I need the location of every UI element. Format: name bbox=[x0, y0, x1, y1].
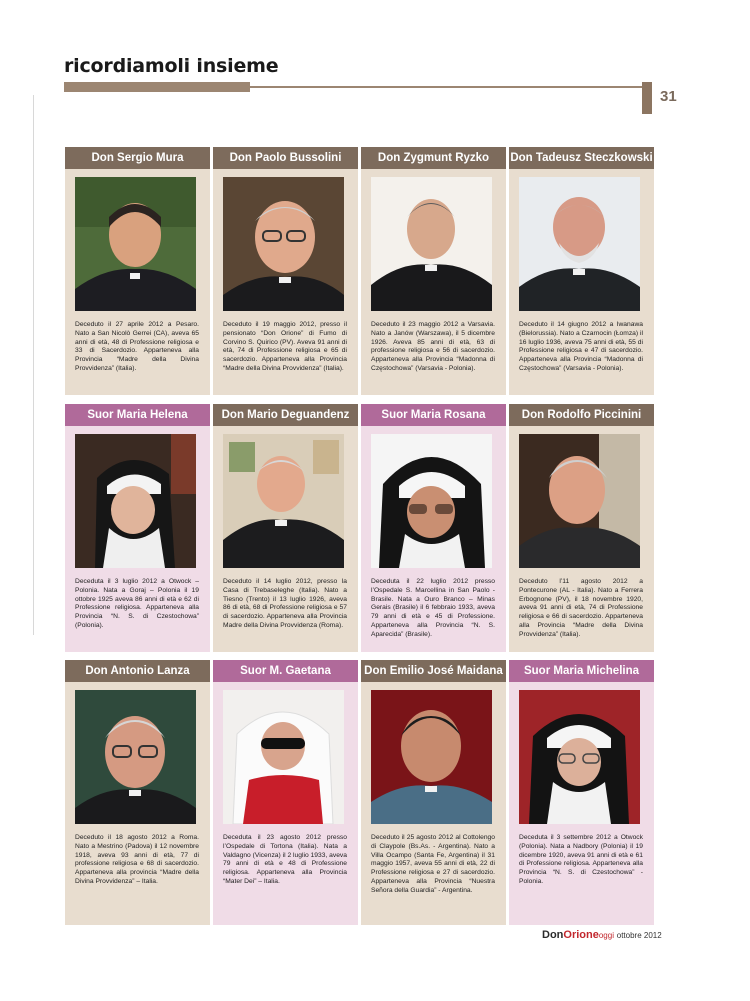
card-name: Don Sergio Mura bbox=[65, 147, 210, 169]
card-name: Don Antonio Lanza bbox=[65, 660, 210, 682]
card-text: Deceduta il 23 agosto 2012 presso l’Ospedale di Tortona (Italia). Nata a Valdagno (Vicenza) il 2 luglio 1933, aveva 79 anni di età e 48 di Professione religiosa. Apparteneva alla Provincia “Mater Dei” – Italia. bbox=[223, 834, 347, 885]
portrait-photo bbox=[519, 690, 640, 824]
brand-orione: Orione bbox=[563, 929, 599, 941]
card-name: Don Emilio José Maidana bbox=[361, 660, 506, 682]
card-body bbox=[361, 426, 506, 652]
title-rule-line bbox=[250, 86, 642, 88]
page-tab bbox=[642, 82, 652, 114]
obituary-card bbox=[509, 660, 654, 925]
obituary-card bbox=[509, 404, 654, 652]
card-body bbox=[361, 682, 506, 925]
obituary-card bbox=[509, 147, 654, 395]
card-name: Don Rodolfo Piccinini bbox=[509, 404, 654, 426]
card-body bbox=[509, 169, 654, 395]
card-name: Don Tadeusz Steczkowski bbox=[509, 147, 654, 169]
card-body bbox=[65, 426, 210, 652]
card-text: Deceduta il 3 luglio 2012 a Otwock – Polonia. Nata a Goraj – Polonia il 19 ottobre 1925 aveva 86 anni di età e 62 di Professione religiosa. Apparteneva alla Provincia “N. S. di Czestochowa” (Polonia). bbox=[75, 578, 199, 629]
card-name: Suor Maria Michelina bbox=[509, 660, 654, 682]
card-name: Suor Maria Rosana bbox=[361, 404, 506, 426]
card-body bbox=[361, 169, 506, 395]
portrait-photo bbox=[519, 434, 640, 568]
card-name: Don Zygmunt Ryzko bbox=[361, 147, 506, 169]
section-title: ricordiamoli insieme bbox=[64, 55, 279, 77]
card-name: Suor Maria Helena bbox=[65, 404, 210, 426]
obituary-card bbox=[213, 660, 358, 925]
portrait-photo bbox=[75, 434, 196, 568]
portrait-photo bbox=[75, 177, 196, 311]
card-name: Don Paolo Bussolini bbox=[213, 147, 358, 169]
obituary-card bbox=[65, 404, 210, 652]
card-text: Deceduto il 18 agosto 2012 a Roma. Nato a Mestrino (Padova) il 12 novembre 1918, aveva 93 anni di età, 77 di professione religiosa e 68 di sacerdozio. Apparteneva alla provincia “Madre della Divina Provvidenza” – Italia. bbox=[75, 834, 199, 885]
portrait-photo bbox=[371, 690, 492, 824]
page-margin-line bbox=[33, 95, 34, 635]
card-body bbox=[65, 682, 210, 925]
card-body bbox=[509, 426, 654, 652]
brand-oggi: oggi bbox=[598, 931, 614, 940]
title-rule bbox=[64, 82, 250, 92]
card-text: Deceduto il 14 giugno 2012 a Iwanawa (Bielorussia). Nato a Czarnocin (Łomza) il 16 luglio 1936, aveva 75 anni di età, 55 di Professione religiosa e 47 di sacerdozio. Apparteneva alla Provincia “Madonna di Częstochowa” (Varsavia - Polonia). bbox=[519, 321, 643, 372]
obituary-card bbox=[361, 660, 506, 925]
brand-don: Don bbox=[542, 929, 564, 941]
issue-date: ottobre 2012 bbox=[616, 931, 662, 940]
portrait-photo bbox=[519, 177, 640, 311]
card-body bbox=[509, 682, 654, 925]
card-text: Deceduto il 14 luglio 2012, presso la Casa di Trebaseleghe (Italia). Nato a Tiesno (Trento) il 13 luglio 1926, aveva 86 di età, 68 di Professione religiosa e 57 di sacerdozio. Apparteneva alla Provincia Madre della Divina Provvidenza (Roma). bbox=[223, 578, 347, 629]
obituary-card bbox=[361, 404, 506, 652]
card-text: Deceduto il 19 maggio 2012, presso il pensionato “Don Orione” di Fumo di Corvino S. Quirico (PV). Aveva 91 anni di età, 74 di Professione religiosa e 65 di sacerdozio. Apparteneva alla Provincia “Madre della Divina Provvidenza” (Italia). bbox=[223, 321, 347, 372]
obituary-card bbox=[361, 147, 506, 395]
obituary-card bbox=[65, 660, 210, 925]
card-text: Deceduta il 3 settembre 2012 a Otwock (Polonia). Nata a Nadbory (Polonia) il 19 dicembre 1920, aveva 91 anni di età e 61 di Professione religiosa. Apparteneva alla Provincia “N. S. di Czestochowa” - Polonia. bbox=[519, 834, 643, 885]
portrait-photo bbox=[371, 434, 492, 568]
page-number: 31 bbox=[660, 88, 677, 105]
card-body bbox=[213, 426, 358, 652]
portrait-photo bbox=[223, 177, 344, 311]
card-text: Deceduto il 25 agosto 2012 al Cottolengo di Claypole (Bs.As. - Argentina). Nato a Villa Ocampo (Santa Fe, Argentina) il 31 maggio 1957, aveva 55 anni di età, 22 di Professione religiosa e 27 di sacerdozio. Apparteneva alla Provincia “Nuestra Señora della Guardia” - Argentina. bbox=[371, 834, 495, 894]
portrait-photo bbox=[75, 690, 196, 824]
card-body bbox=[65, 169, 210, 395]
obituary-card bbox=[65, 147, 210, 395]
card-text: Deceduto l’11 agosto 2012 a Pontecurone (AL - Italia). Nato a Ferrera Erbognone (PV), il 18 novembre 1920, aveva 91 anni di età, 74 di Professione religiosa e 66 di sacerdozio. Apparteneva alla Provincia “Madre della Divina Provvidenza” (Italia). bbox=[519, 578, 643, 638]
portrait-photo bbox=[371, 177, 492, 311]
magazine-footer bbox=[542, 929, 662, 941]
portrait-photo bbox=[223, 434, 344, 568]
card-text: Deceduta il 22 luglio 2012 presso l’Ospedale S. Marcellina in San Paolo - Brasile. Nata a Ouro Branco – Minas Gerais (Brasile) il 6 febbraio 1933, aveva 79 anni di età e 45 di Professione. Apparteneva alla Provincia “N. S. Aparecida” (Brasile). bbox=[371, 578, 495, 638]
card-text: Deceduto il 23 maggio 2012 a Varsavia. Nato a Janów (Warszawa), il 5 dicembre 1926. Aveva 85 anni di età, 63 di professione religiosa e 56 di sacerdozio. Apparteneva alla Provincia “Madonna di Częstochowa” (Varsavia - Polonia). bbox=[371, 321, 495, 372]
card-text: Deceduto il 27 aprile 2012 a Pesaro. Nato a San Nicolò Gerrei (CA), aveva 65 anni di età, 48 di Professione religiosa e 33 di Sacerdozio. Apparteneva alla Provincia “Madre della Divina Provvidenza” (Italia). bbox=[75, 321, 199, 372]
card-body bbox=[213, 682, 358, 925]
card-name: Don Mario Deguandenz bbox=[213, 404, 358, 426]
obituary-card bbox=[213, 404, 358, 652]
obituary-card bbox=[213, 147, 358, 395]
card-name: Suor M. Gaetana bbox=[213, 660, 358, 682]
portrait-photo bbox=[223, 690, 344, 824]
card-body bbox=[213, 169, 358, 395]
